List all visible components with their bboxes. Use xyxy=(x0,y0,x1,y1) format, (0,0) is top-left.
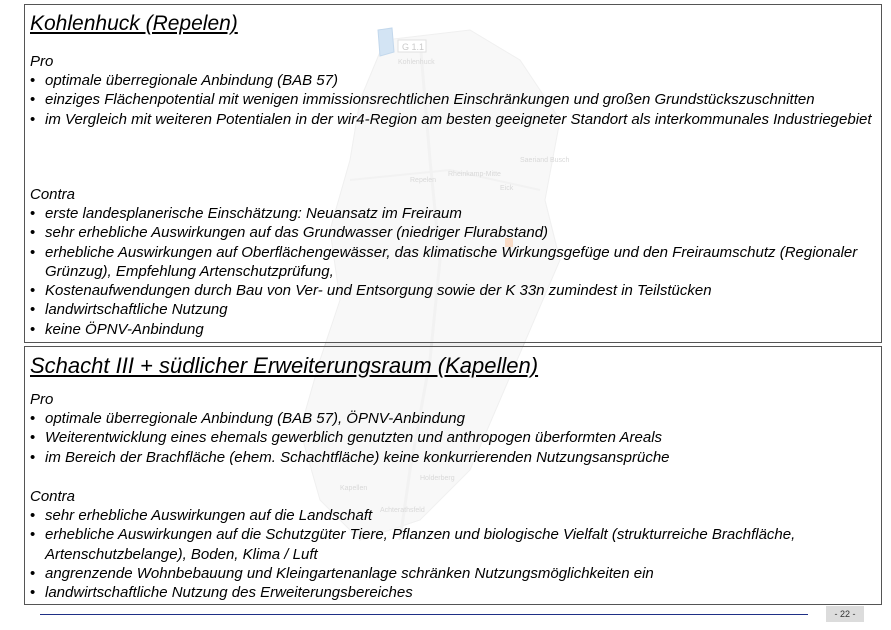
pro-list xyxy=(30,71,877,129)
contra-label: Contra xyxy=(30,186,76,203)
bullet-icon: • xyxy=(30,110,36,128)
pro-label: Pro xyxy=(30,53,54,70)
list-item: • landwirtschaftliche Nutzung xyxy=(30,301,228,319)
page-number: - 22 - xyxy=(826,606,864,622)
list-item: • sehr erhebliche Auswirkungen auf das Grundwasser (niedriger Flurabstand) xyxy=(30,224,549,242)
section-kohlenhuck xyxy=(24,4,882,343)
contra-list xyxy=(30,204,877,339)
bullet-icon: • xyxy=(30,429,36,447)
bullet-icon: • xyxy=(30,243,36,261)
footer-divider xyxy=(40,614,808,615)
list-item: • Weiterentwicklung eines ehemals gewerblich genutzten und anthropogen überformten Areals xyxy=(30,429,663,447)
bullet-icon: • xyxy=(30,91,36,109)
bullet-icon: • xyxy=(30,320,36,338)
bullet-icon: • xyxy=(30,564,36,582)
list-item: • angrenzende Wohnbebauung und Kleingartenanlage schränken Nutzungsmöglichkeiten ein xyxy=(30,564,654,582)
bullet-icon: • xyxy=(30,301,36,319)
list-item: • einziges Flächenpotential mit wenigen immissionsrechtlichen Einschränkungen und großen Grundstückszuschnitten xyxy=(30,91,815,109)
bullet-icon: • xyxy=(30,282,36,300)
section-title: Kohlenhuck (Repelen) xyxy=(30,12,238,35)
bullet-icon: • xyxy=(30,72,36,89)
list-item: • sehr erhebliche Auswirkungen auf die Landschaft xyxy=(30,507,373,524)
list-item: • Kostenaufwendungen durch Bau von Ver- und Entsorgung sowie der K 33n zumindest in Teilstücken xyxy=(30,282,712,300)
list-item: • erhebliche Auswirkungen auf die Schutzgüter Tiere, Pflanzen und biologische Vielfalt (strukturreiche Brachfläche, Artenschutzbelange), Boden, Klima / Luft xyxy=(30,526,796,563)
pro-list xyxy=(30,409,877,467)
bullet-icon: • xyxy=(30,526,36,544)
bullet-icon: • xyxy=(30,410,36,427)
contra-list xyxy=(30,506,877,602)
section-schacht-iii xyxy=(24,346,882,605)
pro-label: Pro xyxy=(30,391,54,408)
bullet-icon: • xyxy=(30,584,36,602)
bullet-icon: • xyxy=(30,224,36,242)
list-item: • optimale überregionale Anbindung (BAB 57) xyxy=(30,72,338,89)
contra-label: Contra xyxy=(30,488,76,505)
bullet-icon: • xyxy=(30,205,36,222)
section-title: Schacht III + südlicher Erweiterungsraum (Kapellen) xyxy=(30,353,539,378)
bullet-icon: • xyxy=(30,448,36,466)
list-item: • erste landesplanerische Einschätzung: Neuansatz im Freiraum xyxy=(30,205,462,222)
bullet-icon: • xyxy=(30,507,36,524)
list-item: • optimale überregionale Anbindung (BAB 57), ÖPNV-Anbindung xyxy=(30,410,465,427)
list-item: • keine ÖPNV-Anbindung xyxy=(30,320,204,338)
list-item: • im Bereich der Brachfläche (ehem. Schachtfläche) keine konkurrierenden Nutzungsansprüche xyxy=(30,448,670,466)
list-item: • erhebliche Auswirkungen auf Oberflächengewässer, das klimatische Wirkungsgefüge und den Freiraumschutz (Regionaler Grünzug), Empfehlung Artenschutzprüfung, xyxy=(30,243,858,280)
list-item: • im Vergleich mit weiteren Potentialen in der wir4-Region am besten geeigneter Standort als interkommunales Industriegebiet xyxy=(30,110,872,128)
list-item: • landwirtschaftliche Nutzung des Erweiterungsbereiches xyxy=(30,584,413,602)
